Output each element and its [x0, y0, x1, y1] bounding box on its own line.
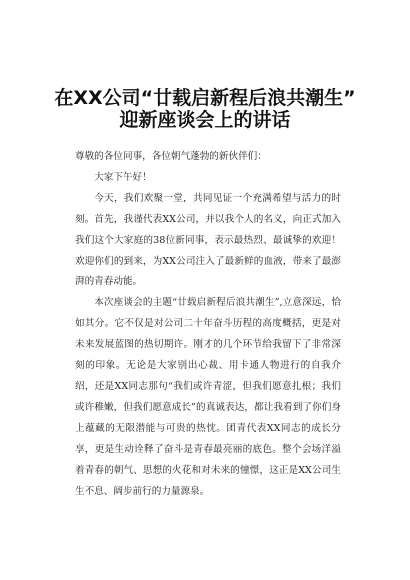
paragraph-2: 本次座谈会的主题“廿载启新程后浪共潮生”,立意深远，恰如其分。它不仅是对公司二十年奋斗历程的高度概括，更是对未来发展蓝图的热切期许。刚才的几个环节给我留下了非常深刻的印象。无论是大家别出心裁、用卡通人物进行的自我介绍，还是XX同志那句“我们或许青涩，但我们愿意扎根；我们或许稚嫩，但我们愿意成长”的真诚表达，都让我看到了你们身上蕴藏的无限潜能与可贵的热忱。团青代表XX同志的成长分享，更是生动诠释了奋斗是青春最亮丽的底色。整个会场洋溢着青春的朝气、思想的火花和对未来的憧憬，这正是XX公司生生不息、阔步前行的力量源泉。 — [75, 297, 341, 497]
document-title-line-1: 在XX公司“廿载启新程后浪共潮生” — [54, 87, 356, 109]
greeting: 大家下午好！ — [94, 171, 152, 183]
document-body — [75, 147, 341, 502]
paragraph-1: 今天，我们欢聚一堂，共同见证一个充满希望与活力的时刻。首先，我谨代表XX公司，并以我个人的名义，向正式加入我们这个大家庭的38位新同事，表示最热烈、最诚挚的欢迎！欢迎你们的到来，为XX公司注入了最新鲜的血液，带来了最澎湃的青春动能。 — [75, 192, 341, 288]
document-title-line-2: 迎新座谈会上的讲话 — [119, 109, 291, 131]
salutation: 尊敬的各位同事，各位朝气蓬勃的新伙伴们： — [75, 151, 267, 162]
